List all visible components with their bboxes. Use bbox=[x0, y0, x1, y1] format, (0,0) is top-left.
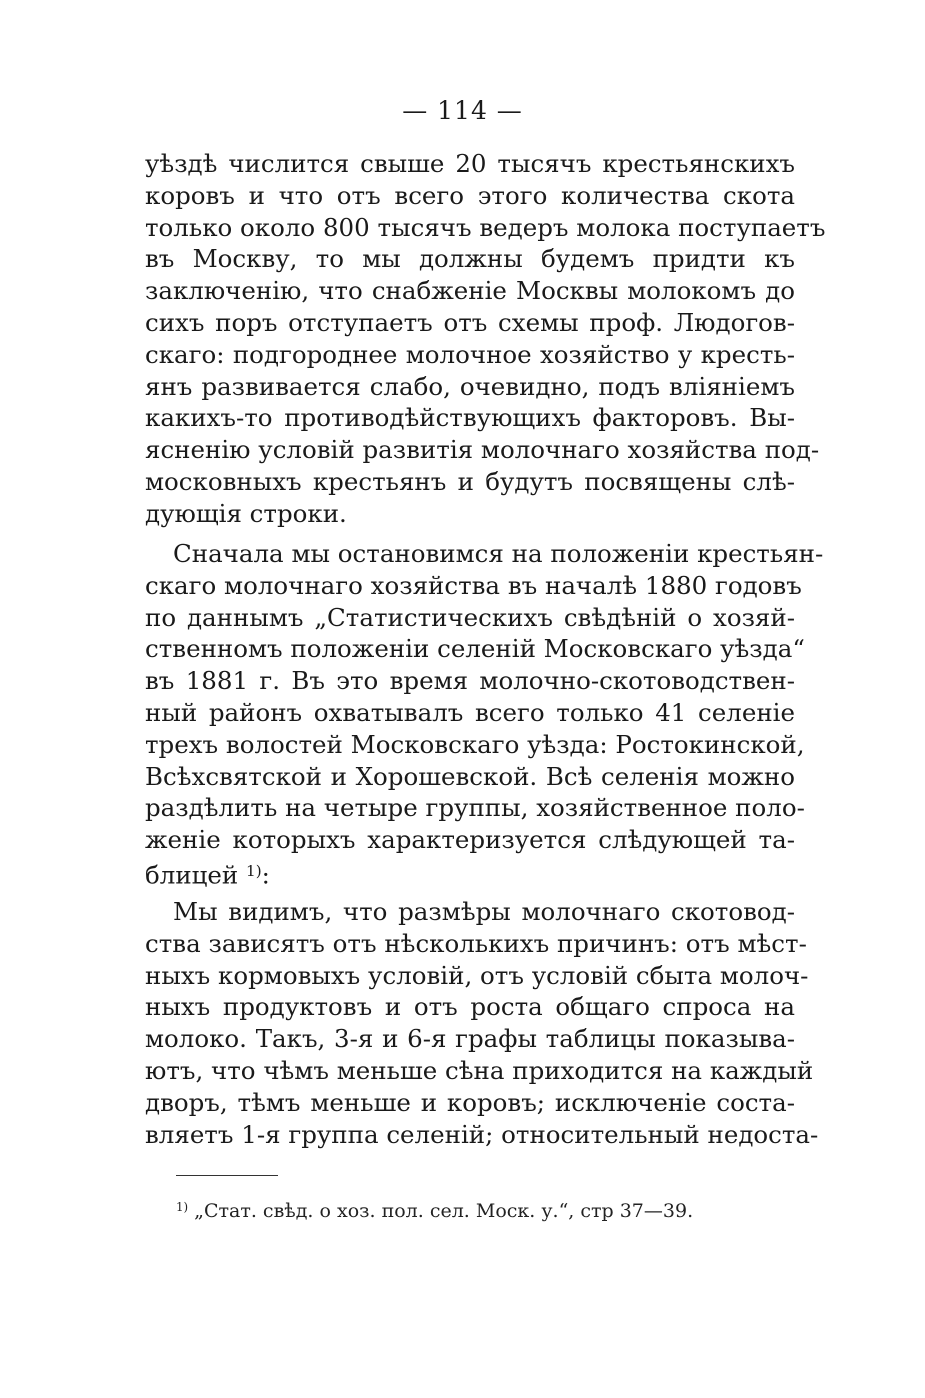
footnote-marker: 1) bbox=[176, 1200, 189, 1214]
text-line: дующія строки. bbox=[145, 498, 347, 528]
text-line: въ 1881 г. Въ это время молочно-скотоводствен- bbox=[145, 666, 795, 696]
text-line: янъ развивается слабо, очевидно, подъ вліяніемъ bbox=[145, 371, 795, 401]
text-line: раздѣлить на четыре группы, хозяйственное поло- bbox=[145, 793, 805, 823]
text-line: ныхъ продуктовъ и отъ роста общаго спроса на bbox=[145, 992, 795, 1022]
text-line: въ Москву, то мы должны будемъ придти къ bbox=[145, 244, 795, 274]
text-line: заключенію, что снабженіе Москвы молокомъ до bbox=[145, 276, 795, 306]
text-line: по даннымъ „Статистическихъ свѣдѣній о хозяй- bbox=[145, 602, 795, 632]
text-line: какихъ-то противодѣйствующихъ факторовъ. Вы- bbox=[145, 403, 795, 433]
footnote-text: „Стат. свѣд. о хоз. пол. сел. Моск. у.“, стр 37—39. bbox=[188, 1199, 694, 1222]
text-line: ясненію условій развитія молочнаго хозяйства под- bbox=[145, 435, 820, 465]
text-line: ный районъ охватывалъ всего только 41 селеніе bbox=[145, 697, 795, 727]
text-line: коровъ и что отъ всего этого количества скота bbox=[145, 180, 795, 210]
paragraph-2 bbox=[145, 538, 824, 890]
page-number: — 114 — bbox=[402, 96, 523, 125]
text-line: Всѣхсвятской и Хорошевской. Всѣ селенія можно bbox=[145, 761, 795, 791]
text-line: Сначала мы остановимся на положеніи крестьян- bbox=[173, 539, 824, 568]
text-line: уѣздѣ числится свыше 20 тысячъ крестьянскихъ bbox=[145, 149, 795, 178]
text-line: ютъ, что чѣмъ меньше сѣна приходится на каждый bbox=[145, 1055, 814, 1085]
footnote-reference: 1) bbox=[246, 861, 262, 880]
text-line: скаго: подгороднее молочное хозяйство у кресть- bbox=[145, 339, 795, 369]
footnote bbox=[176, 1194, 693, 1224]
text-fragment: : bbox=[261, 860, 270, 890]
text-line: трехъ волостей Московскаго уѣзда: Ростокинской, bbox=[145, 729, 805, 759]
text-line: ственномъ положеніи селеній Московскаго уѣзда“ bbox=[145, 634, 805, 664]
text-line: ства зависятъ отъ нѣсколькихъ причинъ: отъ мѣст- bbox=[145, 928, 807, 958]
text-line: вляетъ 1-я группа селеній; относительный недоста- bbox=[145, 1119, 819, 1149]
text-line: московныхъ крестьянъ и будутъ посвящены слѣ- bbox=[145, 466, 795, 496]
text-line: Мы видимъ, что размѣры молочнаго скотовод- bbox=[173, 897, 795, 926]
text-line: дворъ, тѣмъ меньше и коровъ; исключеніе соста- bbox=[145, 1087, 795, 1117]
footnote-divider bbox=[176, 1175, 278, 1176]
paragraph-1 bbox=[145, 148, 826, 530]
text-line: сихъ поръ отступаетъ отъ схемы проф. Людогов- bbox=[145, 307, 795, 337]
text-line-with-footnote bbox=[145, 856, 795, 888]
text-fragment: блицей bbox=[145, 860, 239, 890]
text-line: женіе которыхъ характеризуется слѣдующей та- bbox=[145, 825, 795, 855]
text-line: только около 800 тысячъ ведеръ молока поступаетъ bbox=[145, 212, 826, 242]
text-line: молоко. Такъ, 3-я и 6-я графы таблицы показыва- bbox=[145, 1024, 795, 1054]
text-line: ныхъ кормовыхъ условій, отъ условій сбыта молоч- bbox=[145, 960, 809, 990]
paragraph-3 bbox=[145, 896, 819, 1150]
text-line: скаго молочнаго хозяйства въ началѣ 1880 годовъ bbox=[145, 570, 802, 600]
